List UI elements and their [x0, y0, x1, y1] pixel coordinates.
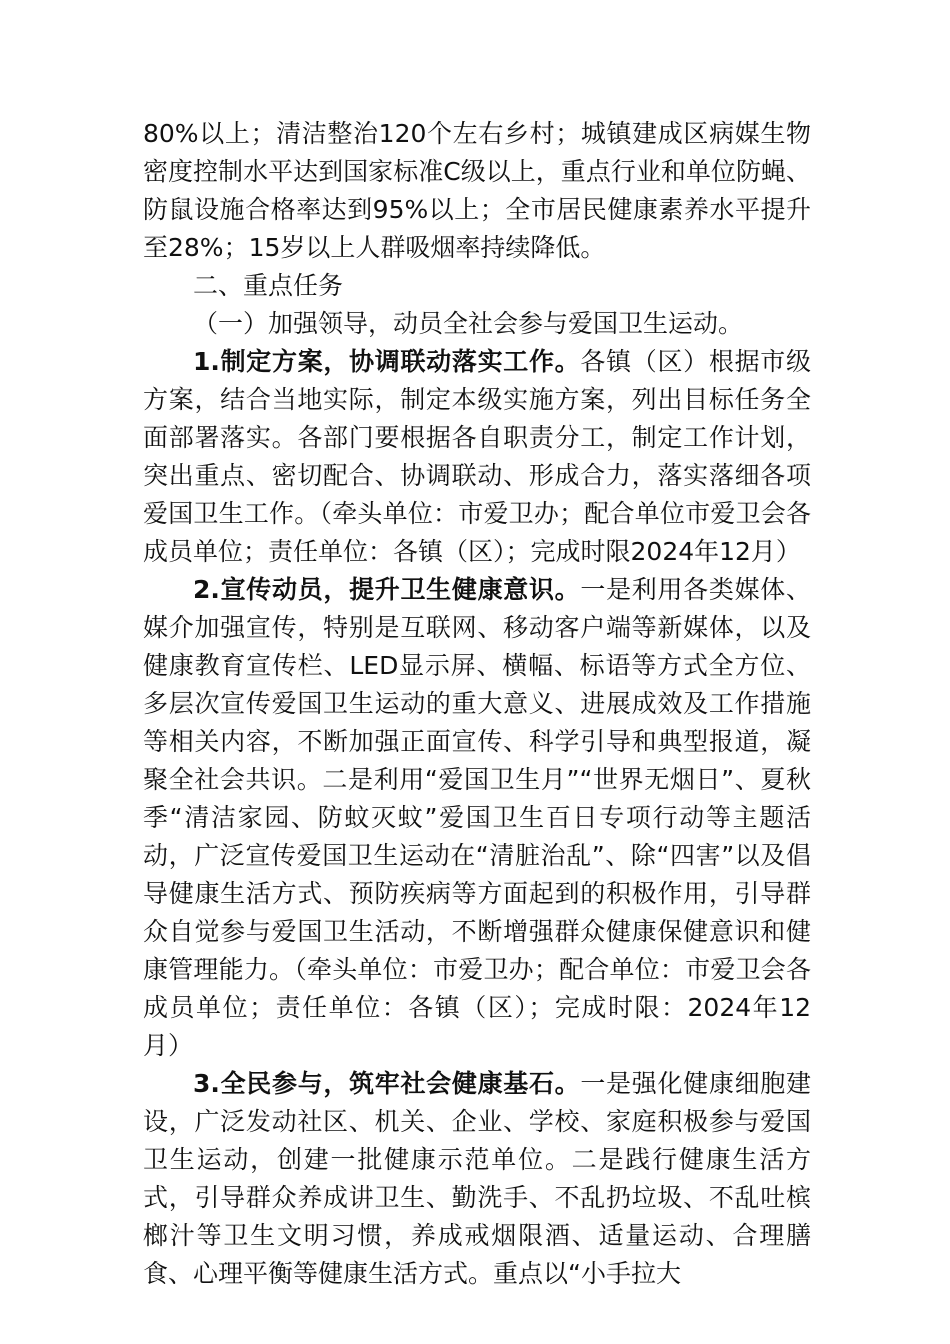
- item-1-title: 1.制定方案，协调联动落实工作。: [193, 347, 581, 376]
- item-3-title: 3.全民参与，筑牢社会健康基石。: [193, 1069, 581, 1098]
- item-2-paragraph: [143, 571, 811, 1065]
- document-page: [143, 115, 811, 1293]
- paragraph-targets-continued: 80%以上；清洁整治120个左右乡村；城镇建成区病媒生物密度控制水平达到国家标准C级以上，重点行业和单位防蝇、防鼠设施合格率达到95%以上；全市居民健康素养水平提升至28%；15岁以上人群吸烟率持续降低。: [143, 119, 811, 262]
- item-3-paragraph: [143, 1065, 811, 1293]
- item-3-body: 一是强化健康细胞建设，广泛发动社区、机关、企业、学校、家庭积极参与爱国卫生运动，创建一批健康示范单位。二是践行健康生活方式，引导群众养成讲卫生、勤洗手、不乱扔垃圾、不乱吐槟榔汁等卫生文明习惯，养成戒烟限酒、适量运动、合理膳食、心理平衡等健康生活方式。重点以“小手拉大: [143, 1069, 811, 1288]
- item-1-paragraph: [143, 343, 811, 571]
- item-2-title: 2.宣传动员，提升卫生健康意识。: [193, 575, 581, 604]
- item-2-body: 一是利用各类媒体、媒介加强宣传，特别是互联网、移动客户端等新媒体，以及健康教育宣传栏、LED显示屏、横幅、标语等方式全方位、多层次宣传爱国卫生运动的重大意义、进展成效及工作措施等相关内容，不断加强正面宣传、科学引导和典型报道，凝聚全社会共识。二是利用“爱国卫生月”“世界无烟日”、夏秋季“清洁家园、防蚊灭蚊”爱国卫生百日专项行动等主题活动，广泛宣传爱国卫生运动在“清脏治乱”、除“四害”以及倡导健康生活方式、预防疾病等方面起到的积极作用，引导群众自觉参与爱国卫生活动，不断增强群众健康保健意识和健康管理能力。（牵头单位：市爱卫办；配合单位：市爱卫会各成员单位；责任单位：各镇（区）；完成时限：2024年12月）: [143, 575, 811, 1060]
- section-heading: 二、重点任务: [193, 271, 344, 300]
- sub-heading: （一）加强领导，动员全社会参与爱国卫生运动。: [193, 309, 744, 338]
- item-1-body: 各镇（区）根据市级方案，结合当地实际，制定本级实施方案，列出目标任务全面部署落实。各部门要根据各自职责分工，制定工作计划，突出重点、密切配合、协调联动、形成合力，落实落细各项爱国卫生工作。（牵头单位：市爱卫办；配合单位市爱卫会各成员单位；责任单位：各镇（区）；完成时限2024年12月）: [143, 347, 811, 566]
